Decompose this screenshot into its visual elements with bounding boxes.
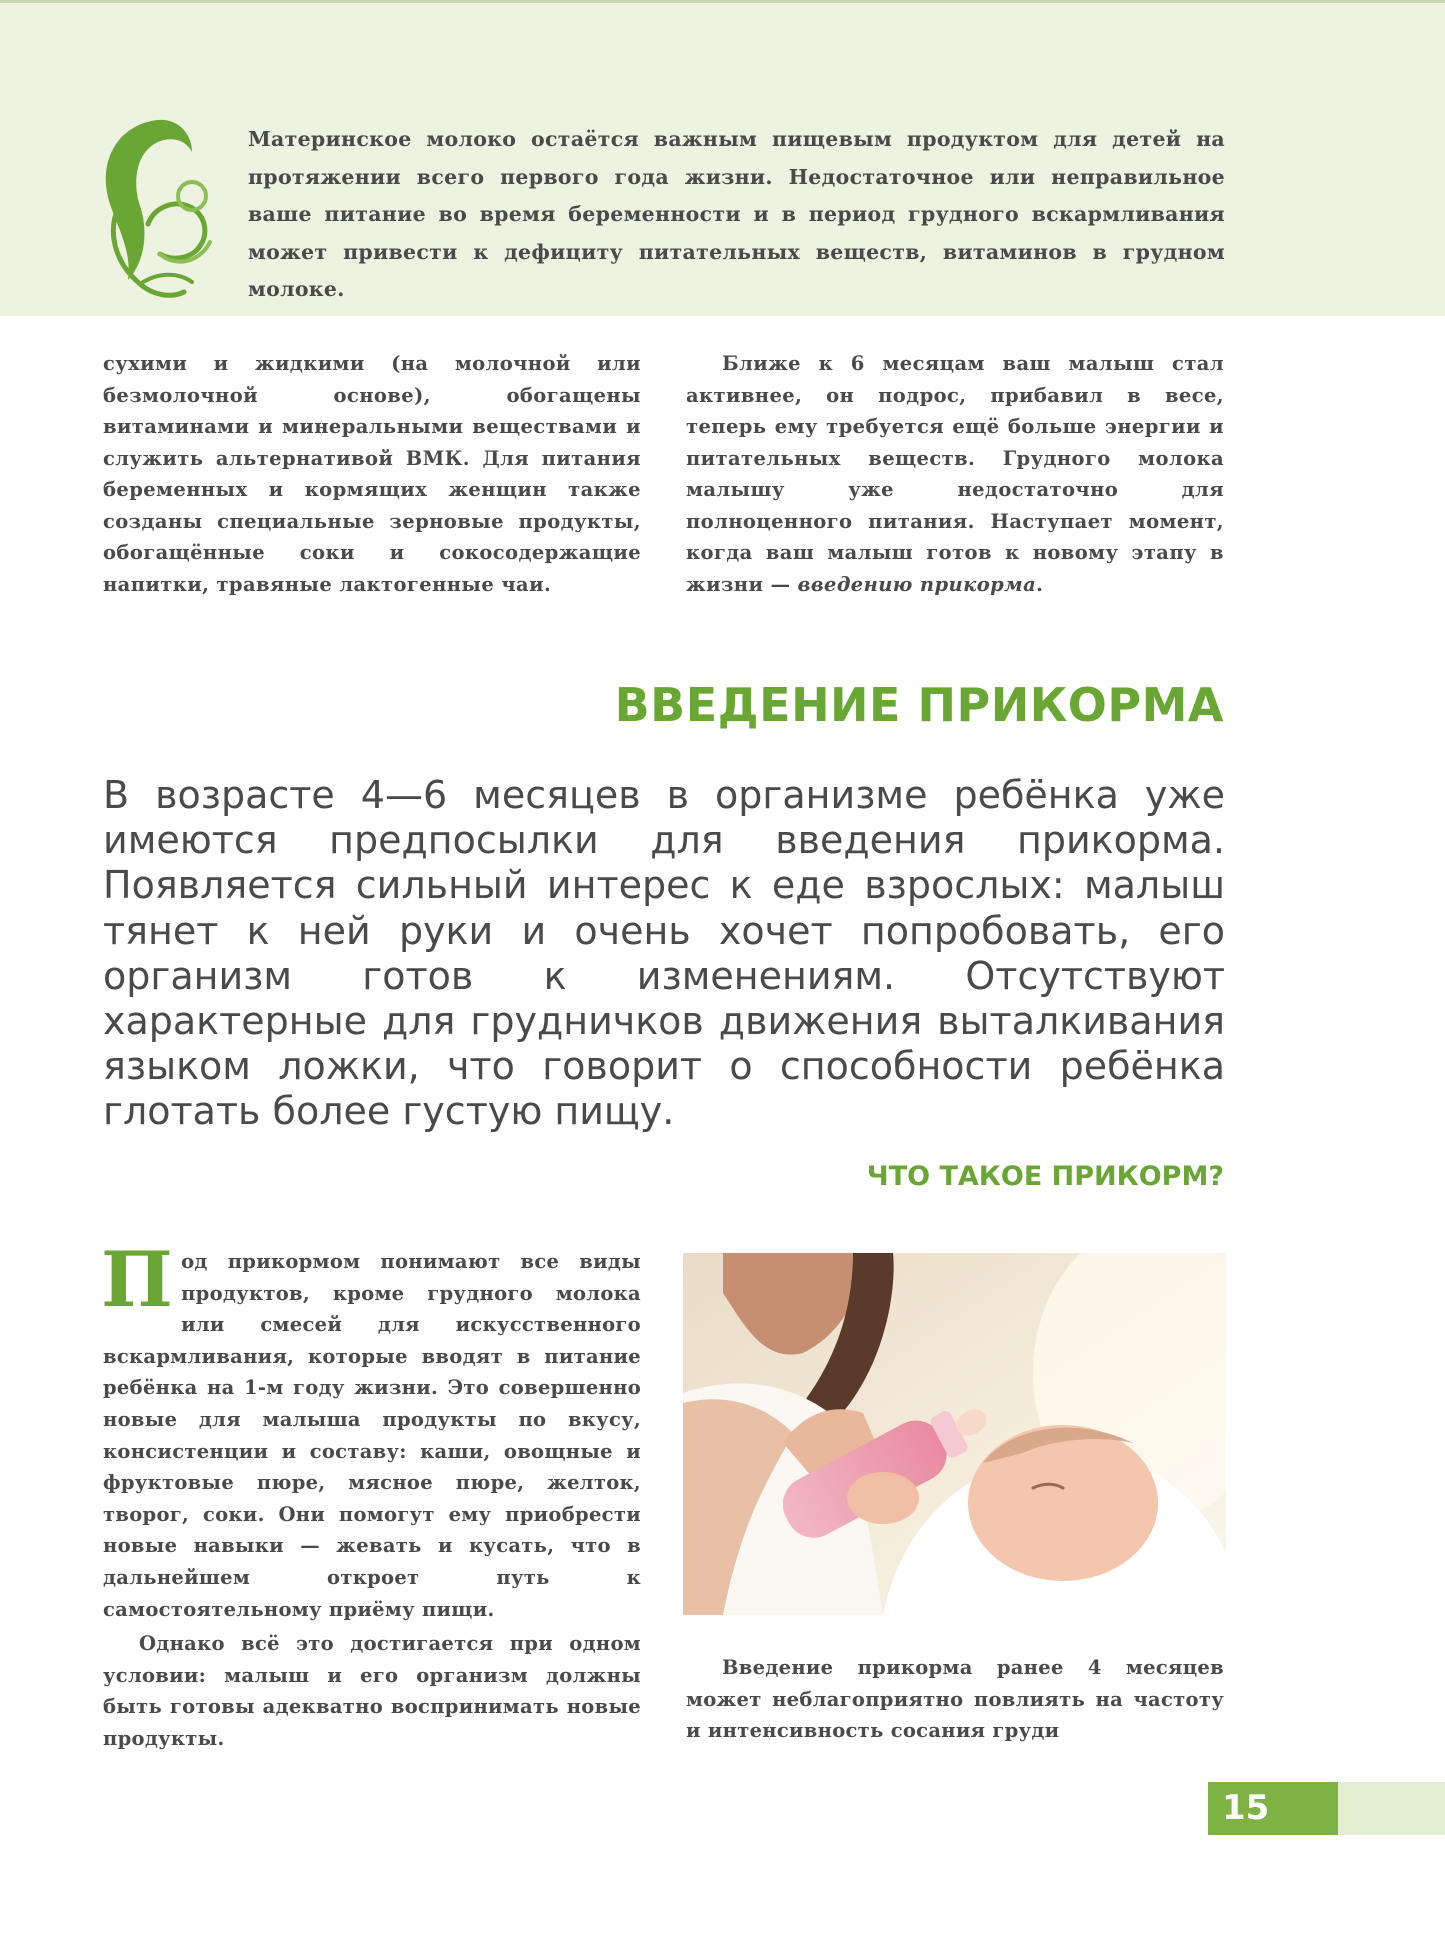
right-column-emphasis: введению прикорма (797, 572, 1037, 596)
mother-feeding-baby-photo (683, 1253, 1226, 1615)
intro-text: Материнское молоко остаётся важным пищевым продуктом для детей на протяжении всего первого года жизни. Недостаточное или неправильное ваше питание во время беременности и в период грудного вскармливания может привести к дефициту питательных веществ, витаминов в грудном молоке. (248, 127, 1225, 301)
page-number: 15 (1208, 1782, 1338, 1835)
bottom-left-column (101, 1235, 641, 1755)
page-bar (1338, 1782, 1445, 1835)
photo-caption: Введение прикорма ранее 4 месяцев может неблагоприятно повлиять на частоту и интенсивность сосания груди (686, 1656, 1224, 1742)
subsection-heading: ЧТО ТАКОЕ ПРИКОРМ? (866, 1161, 1224, 1192)
paragraph-what-is-complementary-feeding (101, 1235, 641, 1625)
top-rule (0, 0, 1445, 3)
paragraph-condition: Однако всё это достигается при одном условии: малыш и его организм должны быть готовы адекватно воспринимать новые продукты. (103, 1632, 641, 1750)
section-heading: ВВЕДЕНИЕ ПРИКОРМА (614, 678, 1224, 732)
paragraph-body: од прикормом понимают все виды продуктов, кроме грудного молока или смесей для искусственного вскармливания, которые вводят в питание ребёнка на 1-м году жизни. Это совершенно новые для малыша продукты по вкусу, консистенции и составу: каши, овощные и фруктовые пюре, мясное пюре, желток, творог, соки. Они помогут ему приобрести новые навыки — жевать и кусать, что в дальнейшем откроет путь к самостоятельному приёму пищи. (103, 1250, 641, 1621)
lead-paragraph: В возрасте 4—6 месяцев в организме ребёнка уже имеются предпосылки для введения прикорма. Появляется сильный интерес к еде взрослых: малыш тянет к ней руки и очень хочет попробовать, его организм готов к изменениям. Отсутствуют характерные для грудничков движения выталкивания языком ложки, что говорит о способности ребёнка глотать более густую пищу. (103, 773, 1225, 1134)
right-column-period: . (1036, 572, 1044, 596)
right-column-text-main: Ближе к 6 месяцам ваш малыш стал активнее, он подрос, прибавил в весе, теперь ему требуется ещё больше энергии и питательных веществ. Грудного молока малышу уже недостаточно для полноценного питания. Наступает момент, когда ваш малыш готов к новому этапу в жизни — (686, 352, 1224, 596)
mother-baby-logo-icon (88, 112, 238, 304)
drop-cap: П (101, 1235, 174, 1324)
left-column-text: сухими и жидкими (на молочной или безмолочной основе), обогащены витаминами и минеральными веществами и служить альтернативой ВМК. Для питания беременных и кормящих женщин также созданы специальные зерновые продукты, обогащённые соки и сокосодержащие напитки, травяные лактогенные чаи. (103, 352, 641, 596)
right-column-text (686, 348, 1224, 600)
